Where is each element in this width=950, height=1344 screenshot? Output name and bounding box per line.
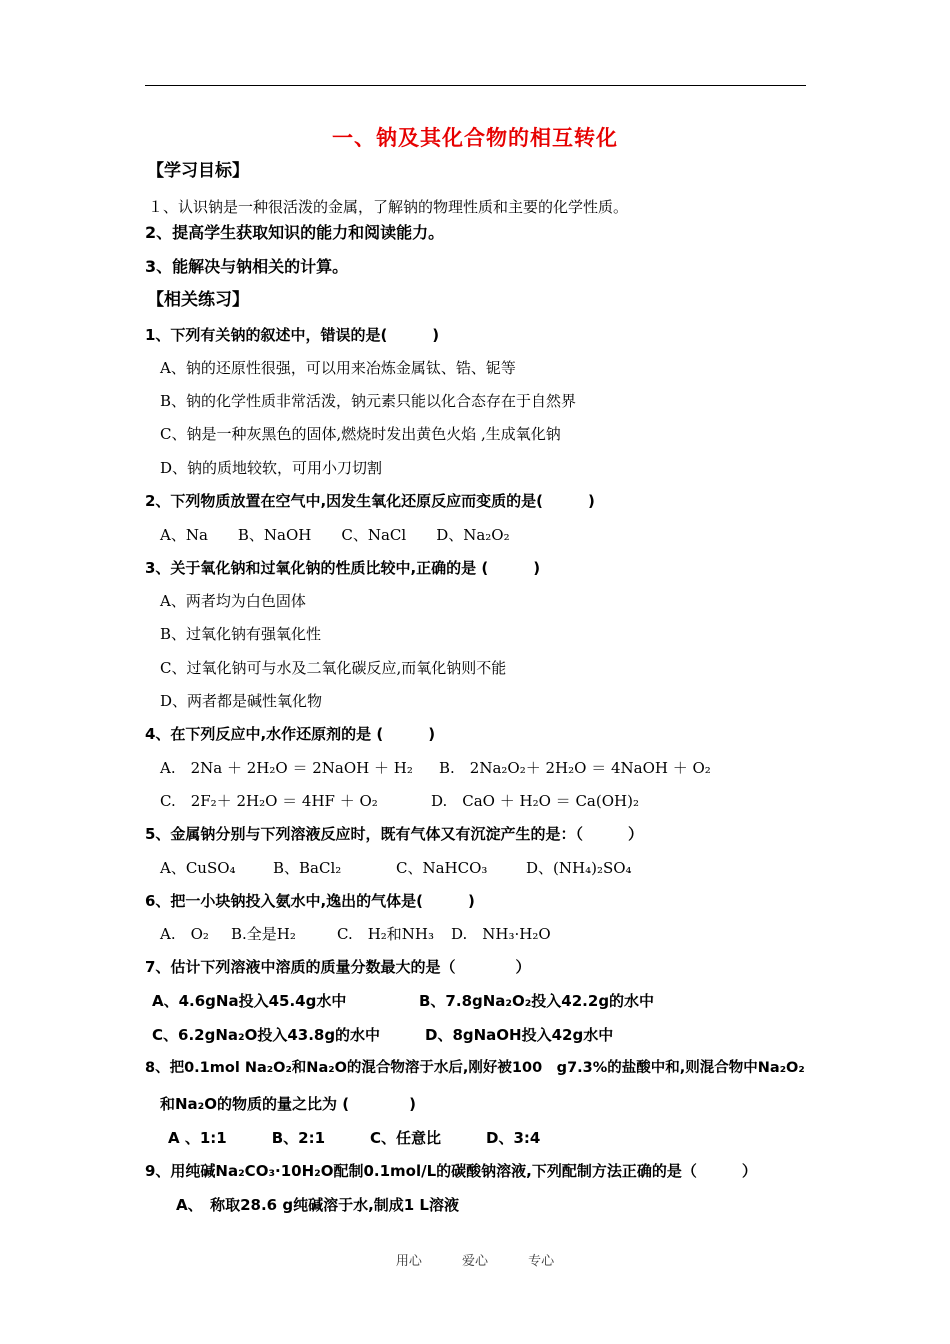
question-3-option-d: D、两者都是碱性氧化物 bbox=[160, 692, 323, 710]
question-5-option-b: B、BaCl₂ bbox=[273, 859, 342, 877]
footer-text-1: 用心 bbox=[395, 1254, 422, 1269]
question-7-option-a: A、4.6gNa投入45.4g水中 bbox=[152, 992, 347, 1010]
question-6-option-d: D. NH₃·H₂O bbox=[451, 925, 551, 943]
question-6-option-b: B.全是H₂ bbox=[231, 925, 296, 943]
question-2-options: A、Na B、NaOH C、NaCl D、Na₂O₂ bbox=[160, 526, 510, 544]
question-4-option-c: C. 2F₂＋ 2H₂O ＝ 4HF ＋ O₂ bbox=[160, 792, 378, 810]
question-2-stem: 2、下列物质放置在空气中,因发生氧化还原反应而变质的是( ) bbox=[145, 492, 595, 510]
question-4-option-a: A. 2Na ＋ 2H₂O ＝ 2NaOH ＋ H₂ bbox=[160, 759, 413, 777]
question-5-stem: 5、金属钠分别与下列溶液反应时，既有气体又有沉淀产生的是：（ ） bbox=[145, 825, 643, 843]
question-3-option-b: B、过氧化钠有强氧化性 bbox=[160, 625, 322, 643]
footer-text-2: 爱心 bbox=[461, 1254, 488, 1269]
question-5-option-d: D、(NH₄)₂SO₄ bbox=[526, 859, 632, 877]
question-9-stem: 9、用纯碱Na₂CO₃·10H₂O配制0.1mol/L的碳酸钠溶液,下列配制方法正确的是（ ） bbox=[145, 1162, 757, 1180]
practice-heading: 【相关练习】 bbox=[147, 290, 249, 310]
footer-text-3: 专心 bbox=[528, 1254, 555, 1269]
question-7-option-c: C、6.2gNa₂O投入43.8g的水中 bbox=[152, 1026, 381, 1044]
goals-heading: 【学习目标】 bbox=[147, 161, 249, 181]
goal-2: 2、提高学生获取知识的能力和阅读能力。 bbox=[145, 223, 445, 242]
question-7-stem: 7、估计下列溶液中溶质的质量分数最大的是（ ） bbox=[145, 958, 531, 976]
question-6-option-a: A. O₂ bbox=[160, 925, 209, 943]
question-9-option-a: A、 称取28.6 g纯碱溶于水,制成1 L溶液 bbox=[176, 1196, 459, 1214]
question-1-option-b: B、钠的化学性质非常活泼，钠元素只能以化合态存在于自然界 bbox=[160, 392, 577, 410]
question-6-option-c: C. H₂和NH₃ bbox=[337, 925, 435, 943]
question-3-option-a: A、两者均为白色固体 bbox=[160, 592, 306, 610]
page-footer bbox=[0, 1250, 950, 1269]
question-8-stem-line-2: 和Na₂O的物质的量之比为 ( ) bbox=[160, 1095, 416, 1113]
question-4-stem: 4、在下列反应中,水作还原剂的是 ( ) bbox=[145, 725, 436, 743]
page-title: 一、钠及其化合物的相互转化 bbox=[332, 126, 618, 150]
question-1-option-a: A、钠的还原性很强，可以用来冶炼金属钛、锆、铌等 bbox=[160, 359, 516, 377]
question-8-stem-line-1: 8、把0.1mol Na₂O₂和Na₂O的混合物溶于水后,刚好被100 g7.3%的盐酸中和,则混合物中Na₂O₂ bbox=[145, 1060, 805, 1076]
question-3-stem: 3、关于氧化钠和过氧化钠的性质比较中,正确的是 ( ) bbox=[145, 559, 541, 577]
question-7-option-d: D、8gNaOH投入42g水中 bbox=[425, 1026, 614, 1044]
question-8-options: A 、1:1 B、2:1 C、任意比 D、3:4 bbox=[168, 1129, 541, 1147]
header-rule bbox=[145, 85, 806, 86]
question-1-option-d: D、钠的质地较软，可用小刀切割 bbox=[160, 459, 383, 477]
question-1-stem: 1、下列有关钠的叙述中，错误的是( ) bbox=[145, 326, 440, 344]
question-1-option-c: C、钠是一种灰黑色的固体,燃烧时发出黄色火焰 ,生成氧化钠 bbox=[160, 425, 561, 443]
goal-3: 3、能解决与钠相关的计算。 bbox=[145, 257, 349, 276]
question-6-stem: 6、把一小块钠投入氨水中,逸出的气体是( ) bbox=[145, 892, 475, 910]
question-7-option-b: B、7.8gNa₂O₂投入42.2g的水中 bbox=[419, 992, 655, 1010]
question-4-option-b: B. 2Na₂O₂＋ 2H₂O ＝ 4NaOH ＋ O₂ bbox=[439, 759, 711, 777]
question-3-option-c: C、过氧化钠可与水及二氧化碳反应,而氧化钠则不能 bbox=[160, 659, 507, 677]
question-5-option-c: C、NaHCO₃ bbox=[396, 859, 488, 877]
question-4-option-d: D. CaO ＋ H₂O ＝ Ca(OH)₂ bbox=[431, 792, 639, 810]
goal-1: １、认识钠是一种很活泼的金属，了解钠的物理性质和主要的化学性质。 bbox=[148, 198, 629, 216]
question-5-option-a: A、CuSO₄ bbox=[160, 859, 236, 877]
